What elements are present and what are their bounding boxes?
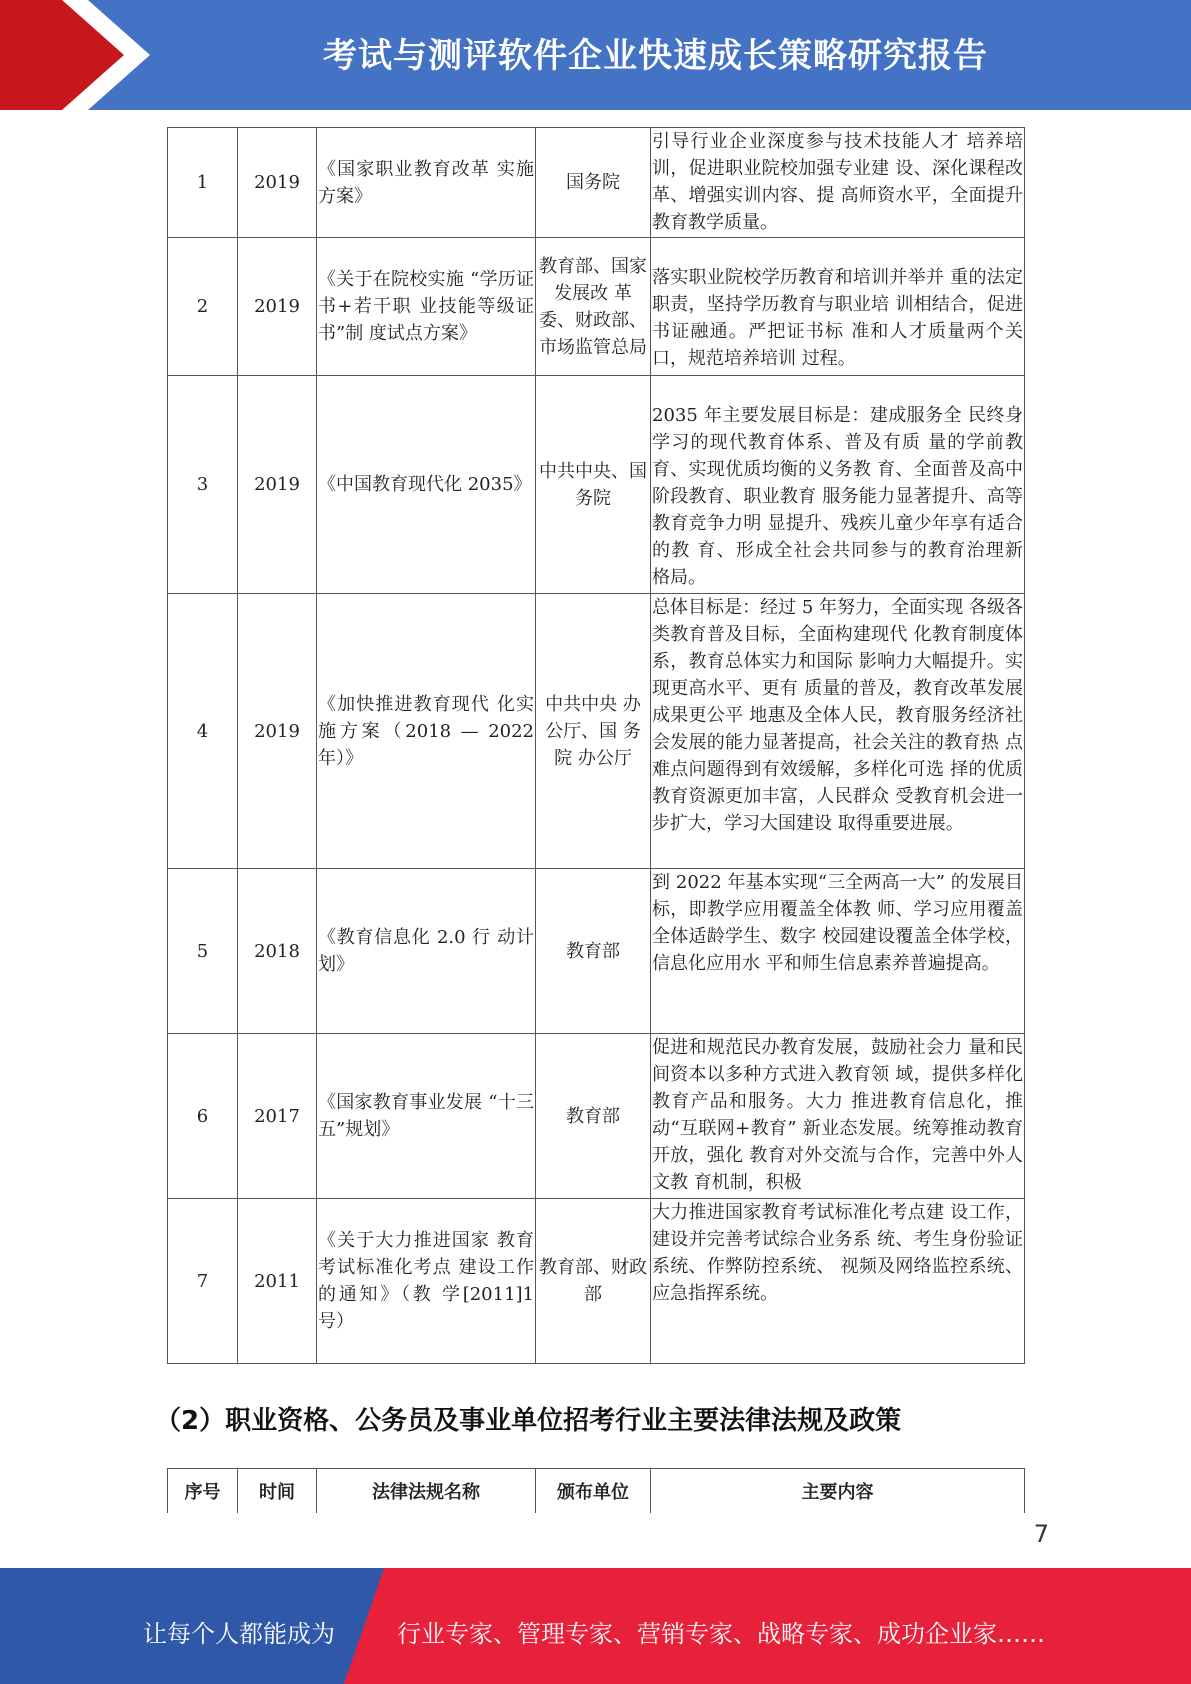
row-year: 2018 [238,869,317,1034]
header-time: 时间 [238,1469,317,1514]
table-row [168,238,1025,376]
row-year: 2019 [238,594,317,869]
table-row [168,128,1025,238]
row-year: 2017 [238,1034,317,1199]
row-issuer: 国务院 [536,128,651,238]
table-row [168,1034,1025,1199]
row-issuer: 教育部、国家发展改 革委、财政部、市场监管总局 [536,238,651,376]
table-row [168,1199,1025,1364]
row-year: 2019 [238,238,317,376]
row-content: 落实职业院校学历教育和培训并举并 重的法定职责，坚持学历教育与职业培 训相结合，促进书证融通。严把证书标 准和人才质量两个关口，规范培养培训 过程。 [651,238,1025,376]
row-issuer: 中共中央 办公厅、国 务院 办公厅 [536,594,651,869]
row-content: 引导行业企业深度参与技术技能人才 培养培训，促进职业院校加强专业建 设、深化课程改革、增强实训内容、提 高师资水平，全面提升教育教学质量。 [651,128,1025,238]
row-issuer: 教育部 [536,1034,651,1199]
header-arrow-decoration [0,0,160,110]
footer-slogan-right: 行业专家、管理专家、营销专家、战略专家、成功企业家…… [397,1620,1045,1648]
row-content: 到 2022 年基本实现“三全两高一大” 的发展目标，即教学应用覆盖全体教 师、学习应用覆盖全体适龄学生、数字 校园建设覆盖全体学校，信息化应用水 平和师生信息素养普遍提高。 [651,869,1025,1034]
row-content: 大力推进国家教育考试标准化考点建 设工作，建设并完善考试综合业务系 统、考生身份验证系统、作弊防控系统、 视频及网络监控系统、应急指挥系统。 [651,1199,1025,1364]
report-title: 考试与测评软件企业快速成长策略研究报告 [323,36,988,76]
row-content: 促进和规范民办教育发展，鼓励社会力 量和民间资本以多种方式进入教育领 域，提供多样化教育产品和服务。大力 推进教育信息化，推动“互联网+教育” 新业态发展。统筹推动教育开放，强化 教育对外交流与合作，完善中外人文教 育机制，积极 [651,1034,1025,1199]
table-row [168,376,1025,594]
row-policy-name: 《国家教育事业发展 “十三五”规划》 [317,1034,536,1199]
page-header [0,0,1191,110]
section-title: （2）职业资格、公务员及事业单位招考行业主要法律法规及政策 [155,1406,902,1436]
row-policy-name: 《关于大力推进国家 教育考试标准化考点 建设工作的通知》（教 学[2011]1 号） [317,1199,536,1364]
row-policy-name: 《国家职业教育改革 实施方案》 [317,128,536,238]
row-policy-name: 《教育信息化 2.0 行 动计划》 [317,869,536,1034]
header-content: 主要内容 [651,1469,1025,1514]
header-issuer: 颁布单位 [536,1469,651,1514]
row-number: 4 [168,594,238,869]
row-number: 2 [168,238,238,376]
row-year: 2011 [238,1199,317,1364]
row-number: 7 [168,1199,238,1364]
row-policy-name: 《关于在院校实施 “学历证书+若干职 业技能等级证书”制 度试点方案》 [317,238,536,376]
row-issuer: 教育部 [536,869,651,1034]
row-number: 6 [168,1034,238,1199]
table-row [168,869,1025,1034]
row-policy-name: 《中国教育现代化 2035》 [317,376,536,594]
header-law-name: 法律法规名称 [317,1469,536,1514]
policy-table [167,127,1025,1364]
table-row [168,594,1025,869]
row-content: 总体目标是：经过 5 年努力，全面实现 各级各类教育普及目标，全面构建现代 化教育制度体系，教育总体实力和国际 影响力大幅提升。实现更高水平、更有 质量的普及，教育改革发展成果更公平 地惠及全体人民，教育服务经济社会发展的能力显著提高，社会关注的教育热 点难点问题得到有效缓解，多样化可选 择的优质教育资源更加丰富，人民群众 受教育机会进一步扩大，学习大国建设 取得重要进展。 [651,594,1025,869]
footer-slogan-left: 让每个人都能成为 [143,1620,335,1648]
row-content: 2035 年主要发展目标是：建成服务全 民终身学习的现代教育体系、普及有质 量的学前教育、实现优质均衡的义务教 育、全面普及高中阶段教育、职业教育 服务能力显著提升、高等教育竞争力明 显提升、残疾儿童少年享有适合的教 育、形成全社会共同参与的教育治理新 格局。 [651,376,1025,594]
row-number: 3 [168,376,238,594]
row-number: 5 [168,869,238,1034]
laws-table-header [167,1468,1025,1513]
table-header-row [168,1469,1025,1514]
header-number: 序号 [168,1469,238,1514]
row-year: 2019 [238,376,317,594]
row-number: 1 [168,128,238,238]
row-year: 2019 [238,128,317,238]
row-policy-name: 《加快推进教育现代 化实施方案（2018 — 2022 年）》 [317,594,536,869]
row-issuer: 教育部、财政部 [536,1199,651,1364]
page-number: 7 [1033,1520,1049,1548]
row-issuer: 中共中央、国务院 [536,376,651,594]
